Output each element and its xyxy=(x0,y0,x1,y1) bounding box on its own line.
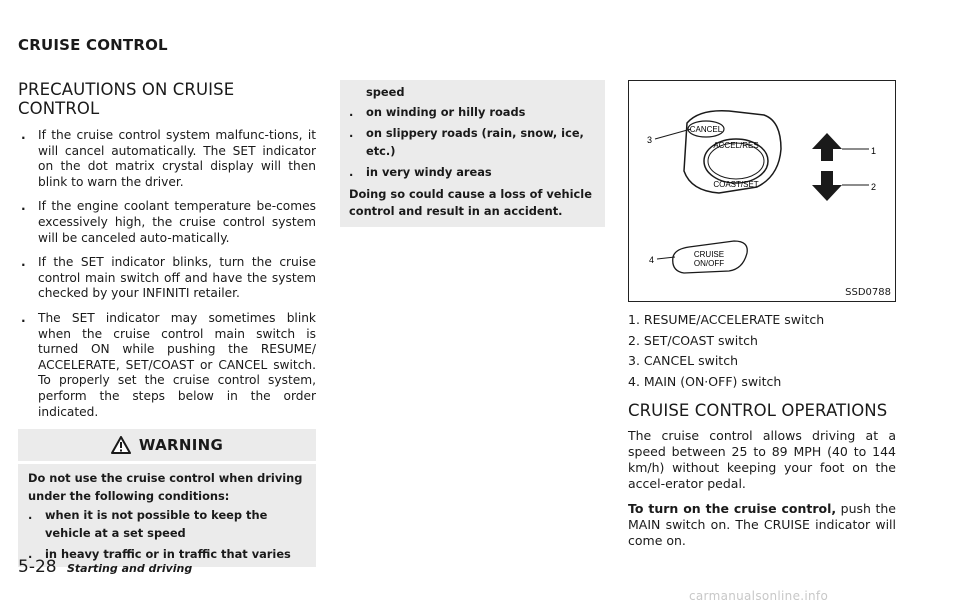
cruise-label: CRUISE xyxy=(693,250,725,259)
precaution-item: . If the SET indicator blinks, turn the cruise control main switch off and have the system checked by your INFINITI retailer. xyxy=(21,255,316,301)
precautions-column xyxy=(18,80,316,567)
warning-box-continued xyxy=(340,80,605,227)
warning-item: . in very windy areas xyxy=(349,165,492,179)
watermark: carmanualsonline.info xyxy=(689,589,829,603)
warning-body xyxy=(18,464,316,567)
precaution-text: If the cruise control system malfunc-tions, it will cancel automatically. The SET indicator on the dot matrix crystal display will then blink to warn the driver. xyxy=(38,128,316,189)
precaution-item: . If the engine coolant temperature be-comes excessively high, the cruise control system will be canceled auto-matically. xyxy=(21,199,316,245)
precaution-text: The SET indicator may sometimes blink when the cruise control main switch is turned ON while pushing the RESUME/ ACCELERATE, SET/COAST or CANCEL switch. To properly set the cruise control system, perform the steps below in the order indicated. xyxy=(38,310,316,419)
operations-heading: CRUISE CONTROL OPERATIONS xyxy=(628,401,888,420)
callout-1: 1 xyxy=(871,146,877,156)
operations-column xyxy=(628,80,896,558)
warning-item-text: on winding or hilly roads xyxy=(366,104,526,119)
figure-code: SSD0788 xyxy=(845,287,891,298)
warning-item: . when it is not possible to keep the vehicle at a set speed xyxy=(28,508,268,540)
turn-on-paragraph xyxy=(628,501,896,549)
warning-closing: Doing so could cause a loss of vehicle control and result in an accident. xyxy=(349,186,592,218)
footer-section-name: Starting and driving xyxy=(67,562,193,575)
switch-diagram-drawing xyxy=(629,81,895,301)
precautions-heading: PRECAUTIONS ON CRUISE CONTROL xyxy=(18,80,235,118)
precaution-item: . The SET indicator may sometimes blink when the cruise control main switch is turned ON while pushing the RESUME/ ACCELERATE, SET/COAST or CANCEL switch. To properly set the cruise control system, perform the steps below in the order indicated. xyxy=(21,310,316,419)
turn-on-lead: To turn on the cruise control, xyxy=(628,501,837,516)
cancel-label: CANCEL xyxy=(689,125,723,134)
warning-item-text: when it is not possible to keep the vehicle at a set speed xyxy=(45,508,268,540)
switch-diagram xyxy=(628,80,896,302)
warning-intro: Do not use the cruise control when driving under the following conditions: xyxy=(28,471,303,503)
up-arrow-icon xyxy=(812,133,842,161)
warning-item: . on winding or hilly roads xyxy=(349,104,526,119)
down-arrow-icon xyxy=(812,171,842,201)
warning-title: WARNING xyxy=(138,436,224,455)
warning-continuation xyxy=(340,80,605,227)
legend-item: 3. CANCEL switch xyxy=(628,353,738,368)
operations-paragraph: The cruise control allows driving at a speed between 25 to 89 MPH (40 to 144 km/h) without keeping your foot on the accel-erator pedal. xyxy=(628,428,896,491)
warning-item-text-start: in heavy traffic or in traffic that varies xyxy=(45,547,291,562)
warning-item: . on slippery roads (rain, snow, ice, etc.) xyxy=(349,126,584,158)
section-title: CRUISE CONTROL xyxy=(18,36,168,54)
coast-label: COAST/SET xyxy=(713,180,759,189)
precaution-text: If the engine coolant temperature be-comes excessively high, the cruise control system will be canceled auto-matically. xyxy=(38,199,316,245)
legend-item: 4. MAIN (ON·OFF) switch xyxy=(628,373,782,389)
warning-item-text: on slippery roads (rain, snow, ice, etc.) xyxy=(366,126,584,158)
accel-label: ACCEL/RES xyxy=(713,141,759,150)
callout-3: 3 xyxy=(647,135,653,145)
onoff-label: ON/OFF xyxy=(693,259,725,268)
page-number: 5-28 xyxy=(18,557,57,577)
callout-2: 2 xyxy=(871,182,877,192)
warning-item-continued: speed xyxy=(366,85,405,99)
warning-item: . in heavy traffic or in traffic that varies xyxy=(28,546,306,563)
precaution-text: If the SET indicator blinks, turn the cruise control main switch off and have the system checked by your INFINITI retailer. xyxy=(38,255,316,301)
switch-legend xyxy=(628,310,896,392)
legend-item: 2. SET/COAST switch xyxy=(628,332,758,348)
legend-item: 1. RESUME/ACCELERATE switch xyxy=(628,312,825,327)
precaution-item: . If the cruise control system malfunc-tions, it will cancel automatically. The SET indicator on the dot matrix crystal display will then blink to warn the driver. xyxy=(21,128,316,189)
callout-4: 4 xyxy=(649,255,655,265)
warning-item-text: in very windy areas xyxy=(366,165,492,179)
turn-on-text: push the MAIN switch on. The CRUISE indicator will come on. xyxy=(628,501,896,548)
warning-triangle-icon xyxy=(111,436,131,454)
warning-box xyxy=(18,429,316,567)
warning-header xyxy=(18,429,316,464)
